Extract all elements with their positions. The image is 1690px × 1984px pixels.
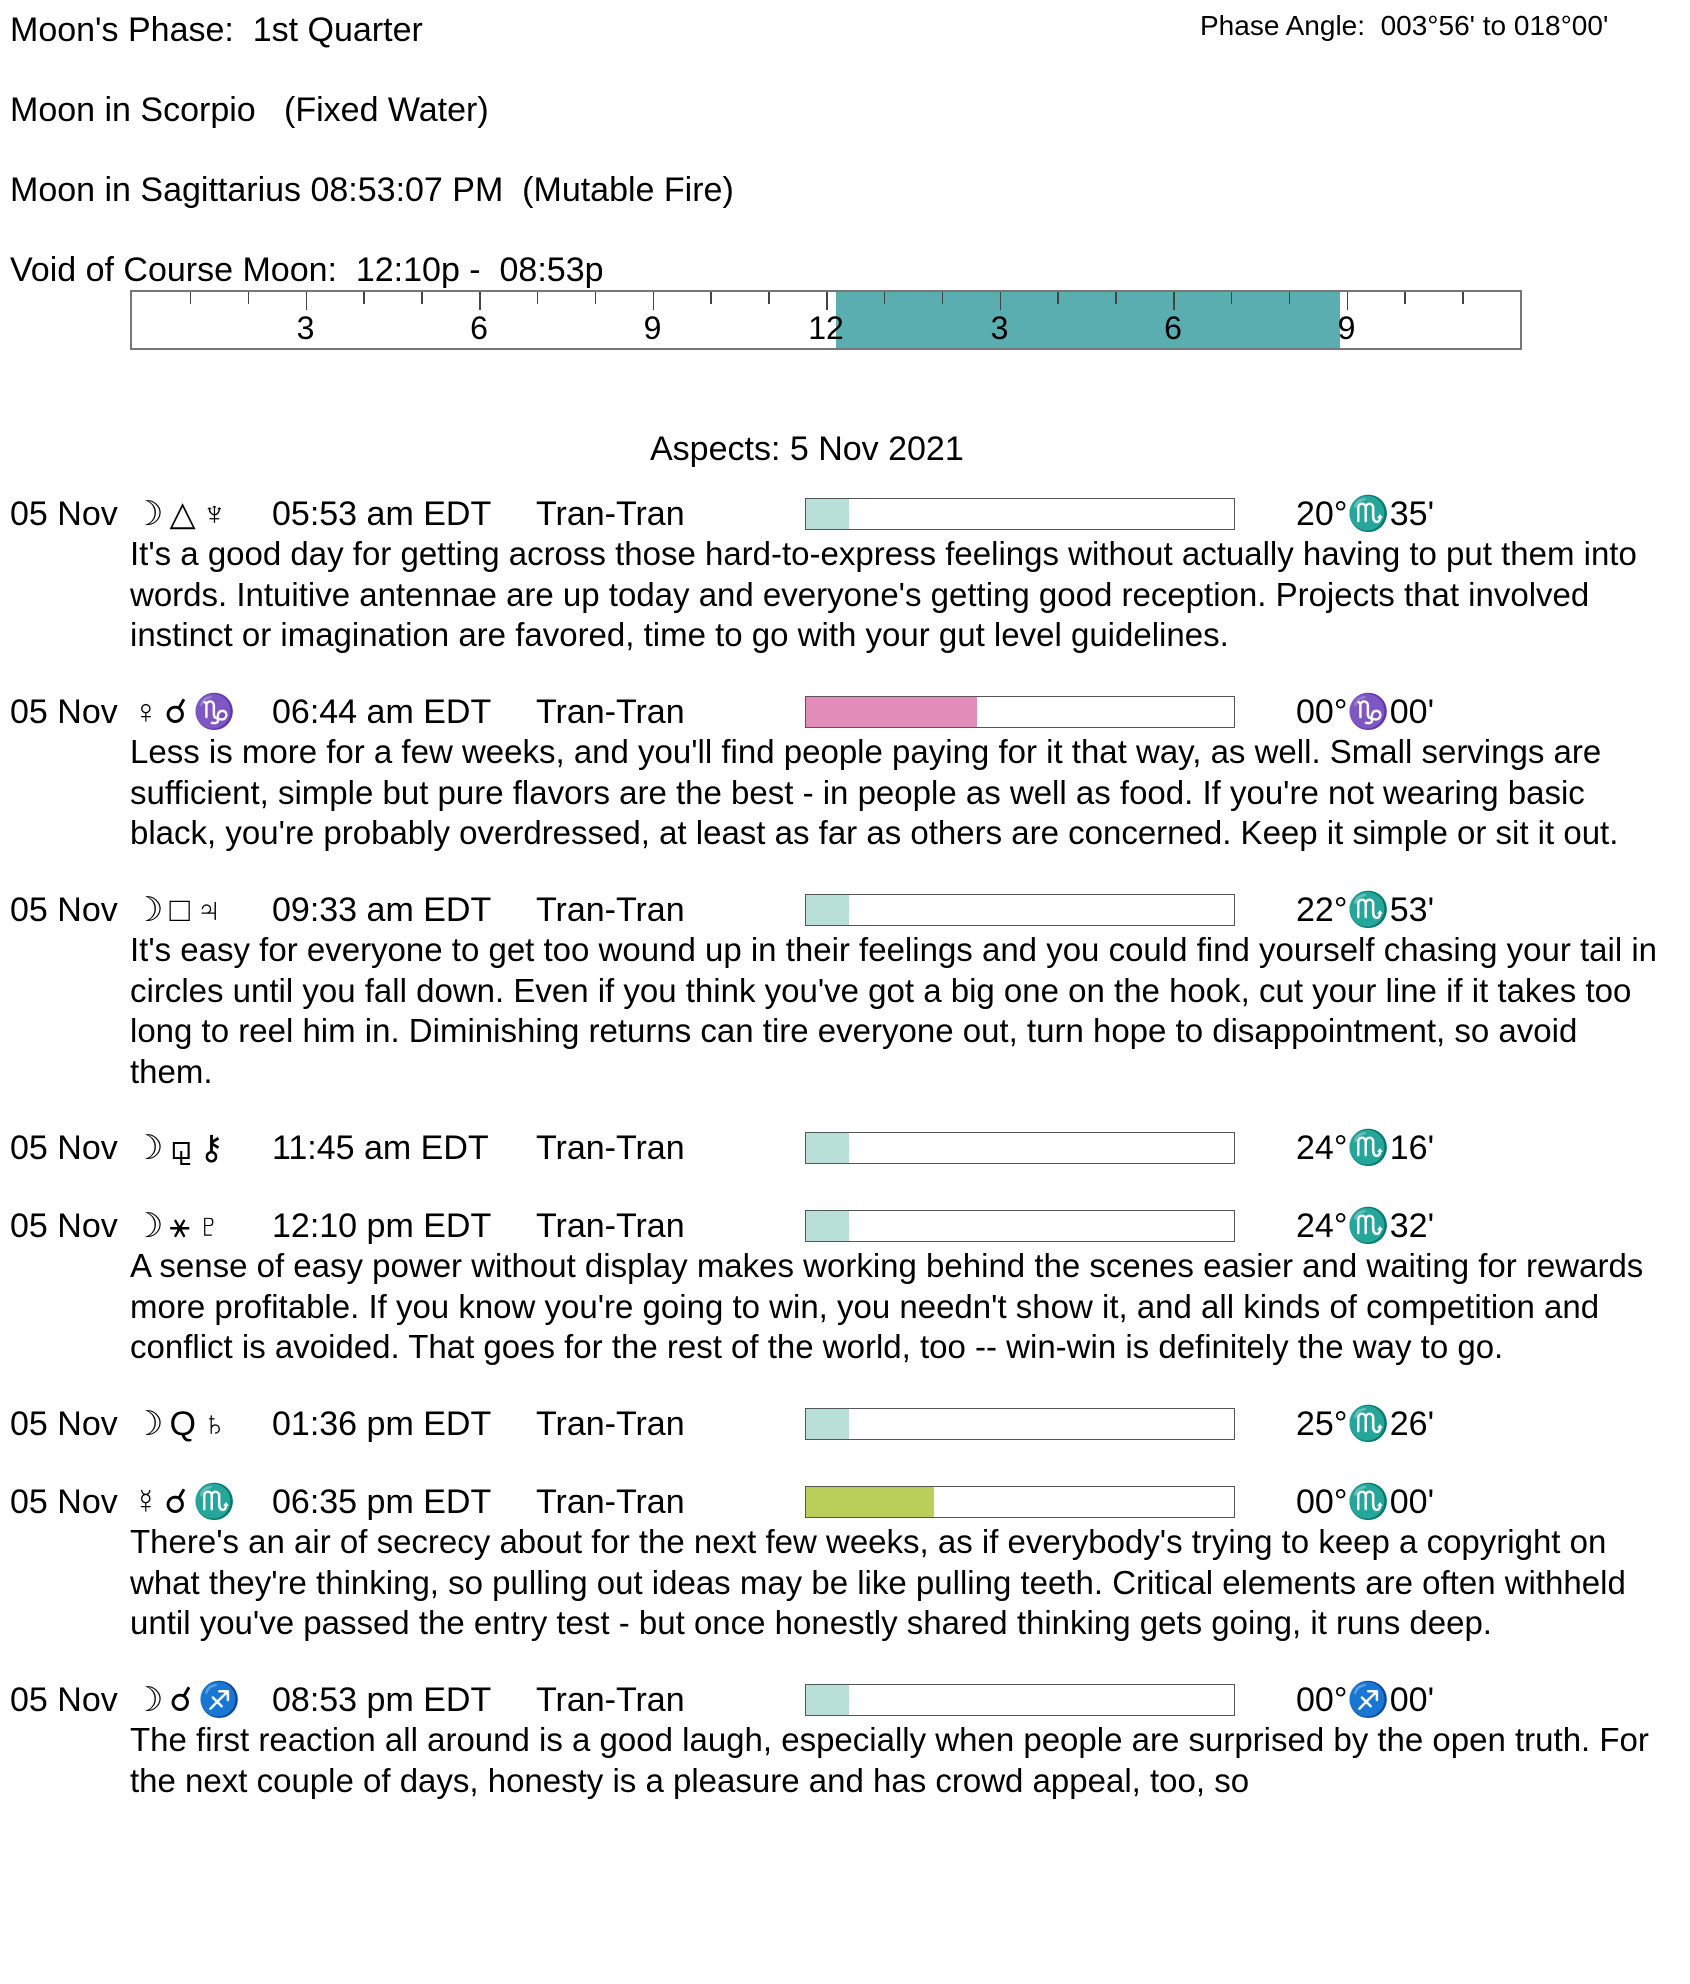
aspect-type: Tran-Tran (536, 1681, 685, 1719)
aspects-title: Aspects: 5 Nov 2021 (650, 430, 964, 468)
timeline-tick (1173, 292, 1175, 310)
timeline-tick (421, 292, 423, 304)
aspect-position: 20°♏35' (1296, 495, 1435, 533)
aspect-type: Tran-Tran (536, 1405, 685, 1443)
aspect-strength-bar (805, 696, 1235, 728)
aspect-strength-fill (806, 1409, 849, 1439)
timeline-hour-label: 6 (470, 310, 488, 346)
aspect-glyphs: ☽△♆ (133, 495, 234, 533)
aspect-position: 24°♏32' (1296, 1207, 1435, 1245)
aspect-strength-bar (805, 1132, 1235, 1164)
aspect-header (0, 1402, 1690, 1446)
aspect-strength-fill (806, 1211, 849, 1241)
aspect-time: 08:53 pm EDT (272, 1681, 492, 1719)
aspect-strength-fill (806, 697, 977, 727)
aspect-date: 05 Nov (10, 1483, 118, 1521)
aspect-strength-bar (805, 894, 1235, 926)
timeline-tick (1000, 292, 1002, 310)
aspect-date: 05 Nov (10, 693, 118, 731)
moon-phase: Moon's Phase: 1st Quarter (10, 11, 423, 49)
aspect-glyphs: ☿☌♏ (133, 1483, 242, 1521)
timeline-tick (363, 292, 365, 304)
aspect-time: 01:36 pm EDT (272, 1405, 492, 1443)
aspect-strength-bar (805, 1684, 1235, 1716)
aspect-time: 06:44 am EDT (272, 693, 492, 731)
aspect-header (0, 1126, 1690, 1170)
aspect-glyphs: ☽□♃ (133, 891, 228, 929)
aspect-position: 24°♏16' (1296, 1129, 1435, 1167)
moon-sign: Moon in Scorpio (Fixed Water) (10, 91, 489, 129)
aspect-header (0, 492, 1690, 536)
aspect-glyphs: ☽⚼⚷ (133, 1129, 230, 1167)
moon-ingress: Moon in Sagittarius 08:53:07 PM (Mutable Fire) (10, 171, 734, 209)
aspect-description: It's easy for everyone to get too wound up in their feelings and you could find yourself chasing your tail in circles until you fall down. Even if you think you've got a big one on the hook, cut your line if it takes too long to reel him in. Diminishing returns can tire everyone out, turn hope to disappointment, so avoid them. (130, 931, 1658, 1090)
aspect-glyphs: ♀☌♑ (133, 693, 242, 731)
aspect-time: 11:45 am EDT (272, 1129, 489, 1167)
timeline-hour-label: 12 (808, 310, 844, 346)
aspect-description: There's an air of secrecy about for the next few weeks, as if everybody's trying to keep a copyright on what they're thinking, so pulling out ideas may be like pulling teeth. Critical elements are often withheld until you've passed the entry test - but once honestly shared thinking gets going, it runs deep. (130, 1523, 1626, 1641)
aspect-date: 05 Nov (10, 1207, 118, 1245)
aspect-header (0, 690, 1690, 734)
aspect-time: 06:35 pm EDT (272, 1483, 492, 1521)
aspect-type: Tran-Tran (536, 891, 685, 929)
aspect-strength-bar (805, 498, 1235, 530)
timeline-tick (1057, 292, 1059, 304)
timeline-tick (595, 292, 597, 304)
timeline-tick (653, 292, 655, 310)
aspect-position: 00°♏00' (1296, 1483, 1435, 1521)
timeline-tick (537, 292, 539, 304)
aspect-time: 09:33 am EDT (272, 891, 492, 929)
timeline-tick (826, 292, 828, 310)
aspect-strength-fill (806, 1133, 849, 1163)
aspect-entry (0, 1402, 1690, 1446)
aspect-strength-fill (806, 499, 849, 529)
aspect-entry (0, 1678, 1690, 1801)
timeline-tick (1289, 292, 1291, 304)
aspect-strength-bar (805, 1408, 1235, 1440)
timeline-tick (1462, 292, 1464, 304)
aspect-entry (0, 690, 1690, 854)
timeline-hour-label: 3 (990, 310, 1009, 346)
aspect-entry (0, 1480, 1690, 1644)
aspect-type: Tran-Tran (536, 495, 685, 533)
aspect-entry (0, 1126, 1690, 1170)
timeline-hour-label: 9 (643, 310, 662, 346)
aspect-description: A sense of easy power without display makes working behind the scenes easier and waiting for rewards more profitable. If you know you're going to win, you needn't show it, and all kinds of competition and conflict is avoided. That goes for the rest of the world, too -- win-win is definitely the way to go. (130, 1247, 1644, 1365)
aspect-description: The first reaction all around is a good laugh, especially when people are surprised by the open truth. For the next couple of days, honesty is a pleasure and has crowd appeal, too, so (130, 1721, 1649, 1799)
aspect-glyphs: ☽☌♐ (133, 1681, 247, 1719)
timeline-tick (768, 292, 770, 304)
aspect-glyphs: ☽⚹♇ (133, 1207, 228, 1245)
timeline-tick (1347, 292, 1349, 310)
timeline-hour-label: 6 (1164, 310, 1182, 346)
aspect-description: Less is more for a few weeks, and you'll find people paying for it that way, as well. Small servings are sufficient, simple but pure flavors are the best - in people as well as food. If you're not wearing basic black, you're probably overdressed, at least as far as others are concerned. Keep it simple or sit it out. (130, 733, 1619, 851)
timeline-tick (190, 292, 192, 304)
aspect-strength-bar (805, 1486, 1235, 1518)
aspect-time: 12:10 pm EDT (272, 1207, 492, 1245)
aspect-time: 05:53 am EDT (272, 495, 492, 533)
aspect-type: Tran-Tran (536, 1207, 685, 1245)
timeline-tick (884, 292, 886, 304)
void-period-bar (836, 292, 1340, 348)
aspect-header (0, 1678, 1690, 1722)
aspect-type: Tran-Tran (536, 693, 685, 731)
aspect-date: 05 Nov (10, 495, 118, 533)
aspect-strength-bar (805, 1210, 1235, 1242)
aspect-date: 05 Nov (10, 1681, 118, 1719)
aspect-entry (0, 888, 1690, 1092)
aspect-header (0, 888, 1690, 932)
timeline-tick (248, 292, 250, 304)
aspect-position: 00°♐00' (1296, 1681, 1435, 1719)
aspect-entry (0, 492, 1690, 656)
aspect-strength-fill (806, 1685, 849, 1715)
aspect-type: Tran-Tran (536, 1129, 685, 1167)
aspect-position: 25°♏26' (1296, 1405, 1435, 1443)
timeline-hour-label: 9 (1337, 310, 1356, 346)
aspect-date: 05 Nov (10, 1129, 118, 1167)
timeline-tick (710, 292, 712, 304)
aspect-header (0, 1204, 1690, 1248)
aspect-header (0, 1480, 1690, 1524)
timeline-tick (306, 292, 308, 310)
void-of-course: Void of Course Moon: 12:10p - 08:53p (10, 251, 604, 289)
aspect-position: 22°♏53' (1296, 891, 1435, 929)
aspect-entry (0, 1204, 1690, 1368)
timeline-hour-label: 3 (296, 310, 315, 346)
timeline-tick (479, 292, 481, 310)
aspect-glyphs: ☽Q♄ (133, 1405, 234, 1443)
aspect-date: 05 Nov (10, 891, 118, 929)
aspect-strength-fill (806, 895, 849, 925)
timeline-tick (1115, 292, 1117, 304)
aspect-description: It's a good day for getting across those hard-to-express feelings without actually having to put them into words. Intuitive antennae are up today and everyone's getting good reception. Projects that involved instinct or imagination are favored, time to go with your gut level guidelines. (130, 535, 1637, 653)
timeline-tick (1231, 292, 1233, 304)
aspect-type: Tran-Tran (536, 1483, 685, 1521)
timeline-tick (942, 292, 944, 304)
timeline-tick (1404, 292, 1406, 304)
aspect-date: 05 Nov (10, 1405, 118, 1443)
aspect-position: 00°♑00' (1296, 693, 1435, 731)
void-timeline (130, 290, 1522, 350)
aspect-strength-fill (806, 1487, 934, 1517)
phase-angle: Phase Angle: 003°56' to 018°00' (1200, 10, 1609, 41)
